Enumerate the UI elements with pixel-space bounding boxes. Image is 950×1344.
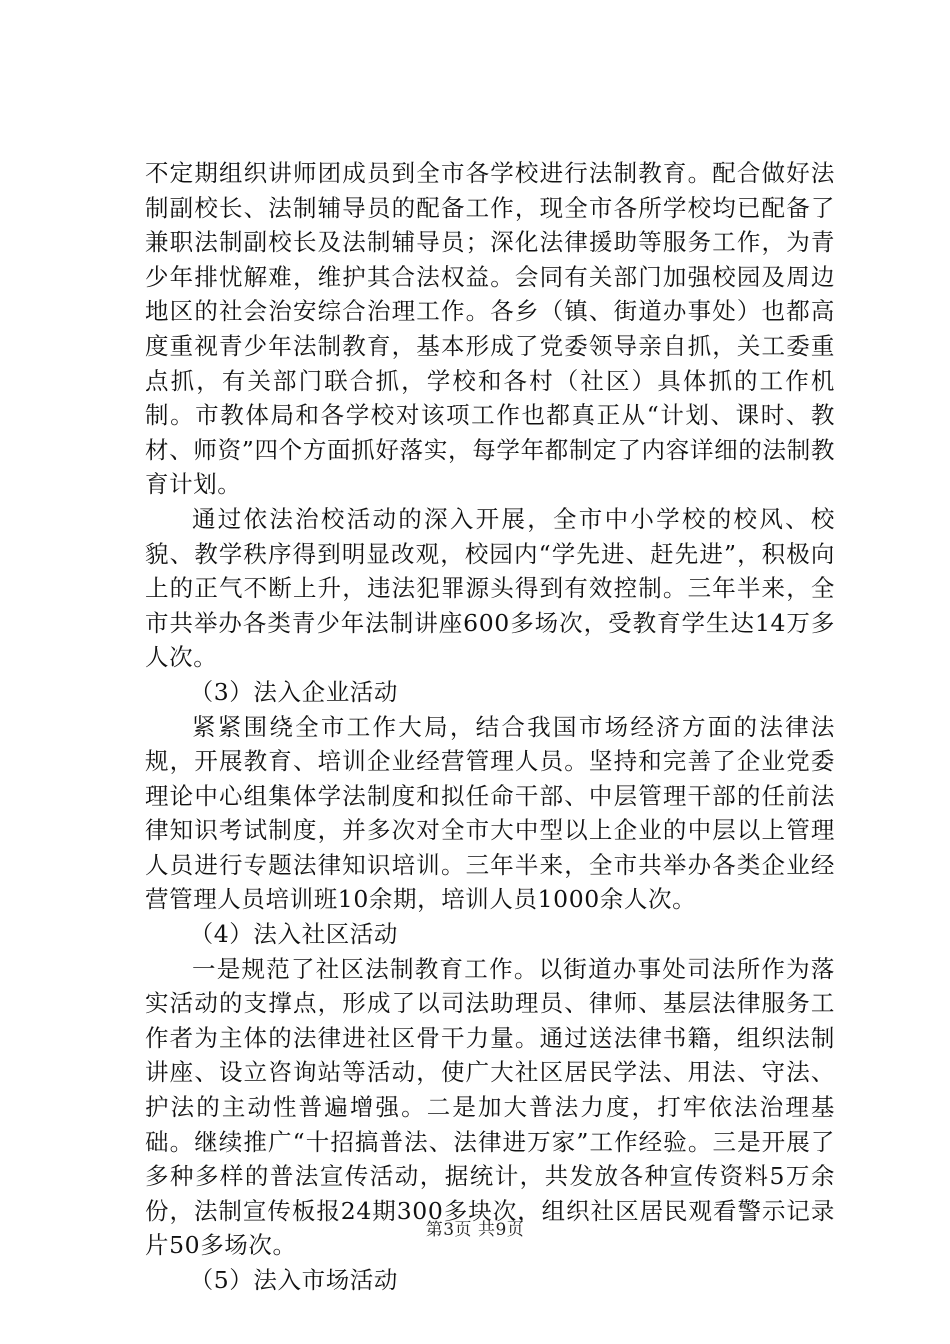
document-body (145, 156, 835, 1298)
section-heading: （5）法入市场活动 (189, 1266, 398, 1294)
paragraph: 一是规范了社区法制教育工作。以街道办事处司法所作为落实活动的支撑点，形成了以司法助理员、律师、基层法律服务工作者为主体的法律进社区骨干力量。通过送法律书籍，组织法制讲座、设立咨询站等活动，使广大社区居民学法、用法、守法、护法的主动性普遍增强。二是加大普法力度，打牢依法治理基础。继续推广“十招搞普法、法律进万家”工作经验。三是开展了多种多样的普法宣传活动，据统计，共发放各种宣传资料5万余份，法制宣传板报24期300多块次，组织社区居民观看警示记录片50多场次。 (145, 954, 835, 1260)
paragraph: 紧紧围绕全市工作大局，结合我国市场经济方面的法律法规，开展教育、培训企业经营管理人员。坚持和完善了企业党委理论中心组集体学法制度和拟任命干部、中层管理干部的任前法律知识考试制度，并多次对全市大中型以上企业的中层以上管理人员进行专题法律知识培训。三年半来，全市共举办各类企业经营管理人员培训班10余期，培训人员1000余人次。 (145, 712, 835, 914)
section-heading: （3）法入企业活动 (189, 677, 398, 706)
paragraph: 不定期组织讲师团成员到全市各学校进行法制教育。配合做好法制副校长、法制辅导员的配备工作，现全市各所学校均已配备了兼职法制副校长及法制辅导员；深化法律援助等服务工作，为青少年排忧解难，维护其合法权益。会同有关部门加强校园及周边地区的社会治安综合治理工作。各乡（镇、街道办事处）也都高度重视青少年法制教育，基本形成了党委领导亲自抓，关工委重点抓，有关部门联合抓，学校和各村（社区）具体抓的工作机制。市教体局和各学校对该项工作也都真正从“计划、课时、教材、师资”四个方面抓好落实，每学年都制定了内容详细的法制教育计划。 (145, 159, 835, 499)
section-heading: （4）法入社区活动 (189, 920, 398, 949)
page-number-footer: 第3页 共9页 (425, 1220, 525, 1240)
paragraph: 通过依法治校活动的深入开展，全市中小学校的校风、校貌、教学秩序得到明显改观，校园内“学先进、赶先进”，积极向上的正气不断上升，违法犯罪源头得到有效控制。三年半来，全市共举办各类青少年法制讲座600多场次，受教育学生达14万多人次。 (145, 504, 835, 672)
